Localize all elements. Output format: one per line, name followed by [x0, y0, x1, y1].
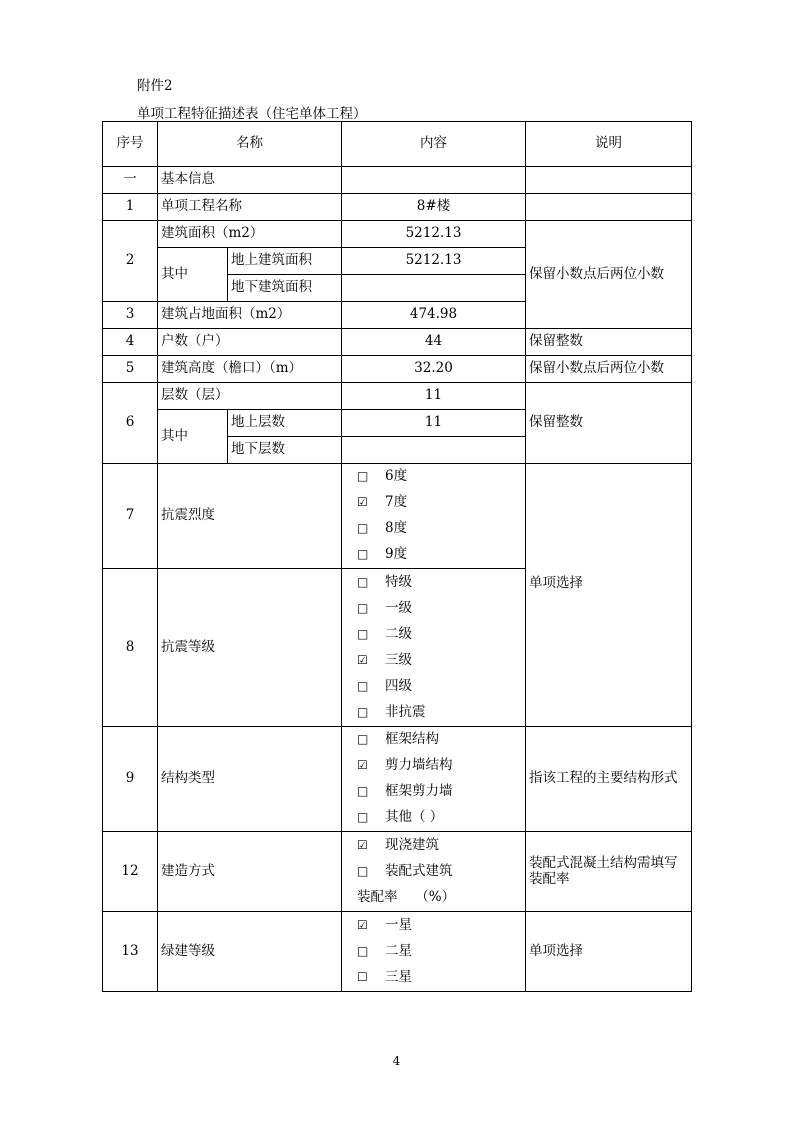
- checkbox-icon[interactable]: □: [357, 626, 369, 641]
- option-label: 三星: [385, 968, 412, 985]
- checkbox-icon[interactable]: □: [357, 521, 369, 536]
- checked-box-icon[interactable]: ☑: [357, 917, 368, 932]
- option-label: 一级: [385, 599, 412, 616]
- option-item: [345, 700, 522, 726]
- option-list: [342, 912, 526, 992]
- checkbox-icon[interactable]: □: [357, 732, 369, 747]
- row-name: 建筑占地面积（m2）: [158, 302, 342, 329]
- table-title: 单项工程特征描述表（住宅单体工程）: [137, 106, 367, 122]
- option-item: [345, 859, 522, 885]
- row-value: 32.20: [342, 356, 526, 383]
- checkbox-icon[interactable]: □: [357, 678, 369, 693]
- option-item: [345, 516, 522, 542]
- row-13: [103, 912, 692, 992]
- row-1: [103, 194, 692, 221]
- checkbox-icon[interactable]: □: [357, 547, 369, 562]
- row-no: 3: [103, 302, 158, 329]
- checkbox-icon[interactable]: □: [357, 943, 369, 958]
- option-item: [345, 779, 522, 805]
- checkbox-icon[interactable]: □: [357, 469, 369, 484]
- sub-name: 地下层数: [228, 437, 342, 464]
- checkbox-icon[interactable]: ☐: [357, 969, 368, 984]
- col-header-no: 序号: [103, 122, 158, 167]
- checkbox-icon[interactable]: □: [357, 600, 369, 615]
- option-label: 现浇建筑: [385, 836, 439, 853]
- row-name: 单项工程名称: [158, 194, 342, 221]
- checkbox-icon[interactable]: □: [357, 863, 369, 878]
- option-label: 特级: [385, 573, 412, 590]
- row-value: 8#楼: [342, 194, 526, 221]
- option-label: 四级: [385, 677, 412, 694]
- row-name: 结构类型: [158, 727, 342, 832]
- checked-box-icon[interactable]: ☑: [357, 837, 368, 852]
- row-no: 6: [103, 383, 158, 464]
- row-name: 建筑高度（檐口）（m）: [158, 356, 342, 383]
- row-no: 4: [103, 329, 158, 356]
- row-name: 户数（户）: [158, 329, 342, 356]
- option-list: [342, 569, 526, 727]
- option-item: [345, 570, 522, 596]
- row-no: 1: [103, 194, 158, 221]
- sub-label: 其中: [158, 410, 228, 464]
- col-header-content: 内容: [342, 122, 526, 167]
- row-note: 保留小数点后两位小数: [526, 221, 692, 329]
- option-item: [345, 833, 522, 859]
- page-number: 4: [392, 1054, 401, 1068]
- option-label: 8度: [385, 520, 408, 537]
- row-9: [103, 727, 692, 832]
- option-item: [345, 596, 522, 622]
- feature-table: [102, 121, 692, 992]
- row-name: 基本信息: [158, 167, 342, 194]
- assembly-rate-label: 装配率 （%）: [357, 888, 456, 905]
- option-list: [342, 464, 526, 569]
- row-note: 单项选择: [526, 464, 692, 727]
- sub-value: 5212.13: [342, 248, 526, 275]
- option-list: [342, 832, 526, 912]
- row-no: 12: [103, 832, 158, 912]
- sub-value: [342, 437, 526, 464]
- row-name: 建筑面积（m2）: [158, 221, 342, 248]
- row-no: 2: [103, 221, 158, 302]
- checkbox-icon[interactable]: □: [357, 784, 369, 799]
- option-label: 剪力墙结构: [385, 757, 453, 774]
- option-item: [345, 939, 522, 965]
- row-value: 11: [342, 383, 526, 410]
- col-header-name: 名称: [158, 122, 342, 167]
- row-basic-info: [103, 167, 692, 194]
- row-name: 绿建等级: [158, 912, 342, 992]
- option-item: [345, 965, 522, 991]
- row-value: 5212.13: [342, 221, 526, 248]
- option-label: 一星: [385, 916, 412, 933]
- option-item: [345, 490, 522, 516]
- option-item: [345, 622, 522, 648]
- option-item: [345, 913, 522, 939]
- row-note: 保留整数: [526, 329, 692, 356]
- annex-label: 附件2: [137, 78, 173, 94]
- row-name: 建造方式: [158, 832, 342, 912]
- option-item: [345, 674, 522, 700]
- row-2: [103, 221, 692, 248]
- option-label: 二级: [385, 625, 412, 642]
- option-label: 6度: [385, 468, 408, 485]
- row-no: 5: [103, 356, 158, 383]
- row-no: 13: [103, 912, 158, 992]
- row-note: 指该工程的主要结构形式: [526, 727, 692, 832]
- row-note: 保留小数点后两位小数: [526, 356, 692, 383]
- row-no: 7: [103, 464, 158, 569]
- sub-value: 11: [342, 410, 526, 437]
- sub-name: 地上层数: [228, 410, 342, 437]
- option-item: [345, 464, 522, 490]
- option-label: 框架结构: [385, 731, 439, 748]
- row-5: [103, 356, 692, 383]
- row-value: 44: [342, 329, 526, 356]
- sub-value: [342, 275, 526, 302]
- option-label: 二星: [385, 942, 412, 959]
- row-no: 9: [103, 727, 158, 832]
- option-label: 三级: [385, 651, 412, 668]
- row-4: [103, 329, 692, 356]
- row-7: [103, 464, 692, 569]
- checkbox-icon[interactable]: □: [357, 574, 369, 589]
- col-header-note: 说明: [526, 122, 692, 167]
- row-name: 层数（层）: [158, 383, 342, 410]
- option-item: [345, 805, 522, 831]
- row-note: 单项选择: [526, 912, 692, 992]
- checked-box-icon[interactable]: ☑: [357, 652, 368, 667]
- checkbox-icon[interactable]: □: [357, 704, 369, 719]
- row-no: 一: [103, 167, 158, 194]
- option-group: [345, 833, 522, 885]
- sub-name: 地下建筑面积: [228, 275, 342, 302]
- option-label: 9度: [385, 546, 408, 563]
- option-item: [345, 648, 522, 674]
- option-item: [345, 753, 522, 779]
- row-note: [526, 194, 692, 221]
- option-item: [345, 542, 522, 568]
- row-note: 装配式混凝土结构需填写装配率: [526, 832, 692, 912]
- option-label: 装配式建筑: [385, 862, 453, 879]
- option-label: 其他（ ）: [385, 809, 444, 826]
- option-label: 框架剪力墙: [385, 783, 453, 800]
- option-label: 7度: [385, 494, 408, 511]
- option-item: [345, 727, 522, 753]
- option-label: 非抗震: [385, 703, 426, 720]
- row-name: 抗震等级: [158, 569, 342, 727]
- row-note: 保留整数: [526, 383, 692, 464]
- table-header-row: [103, 122, 692, 167]
- checked-box-icon[interactable]: ☑: [357, 758, 368, 773]
- row-note: [526, 167, 692, 194]
- row-12: [103, 832, 692, 912]
- checked-box-icon[interactable]: ☑: [357, 495, 368, 510]
- row-value: 474.98: [342, 302, 526, 329]
- option-list: [342, 727, 526, 832]
- checkbox-icon[interactable]: □: [357, 810, 369, 825]
- sub-label: 其中: [158, 248, 228, 302]
- row-6: [103, 383, 692, 410]
- row-no: 8: [103, 569, 158, 727]
- sub-name: 地上建筑面积: [228, 248, 342, 275]
- row-name: 抗震烈度: [158, 464, 342, 569]
- row-value: [342, 167, 526, 194]
